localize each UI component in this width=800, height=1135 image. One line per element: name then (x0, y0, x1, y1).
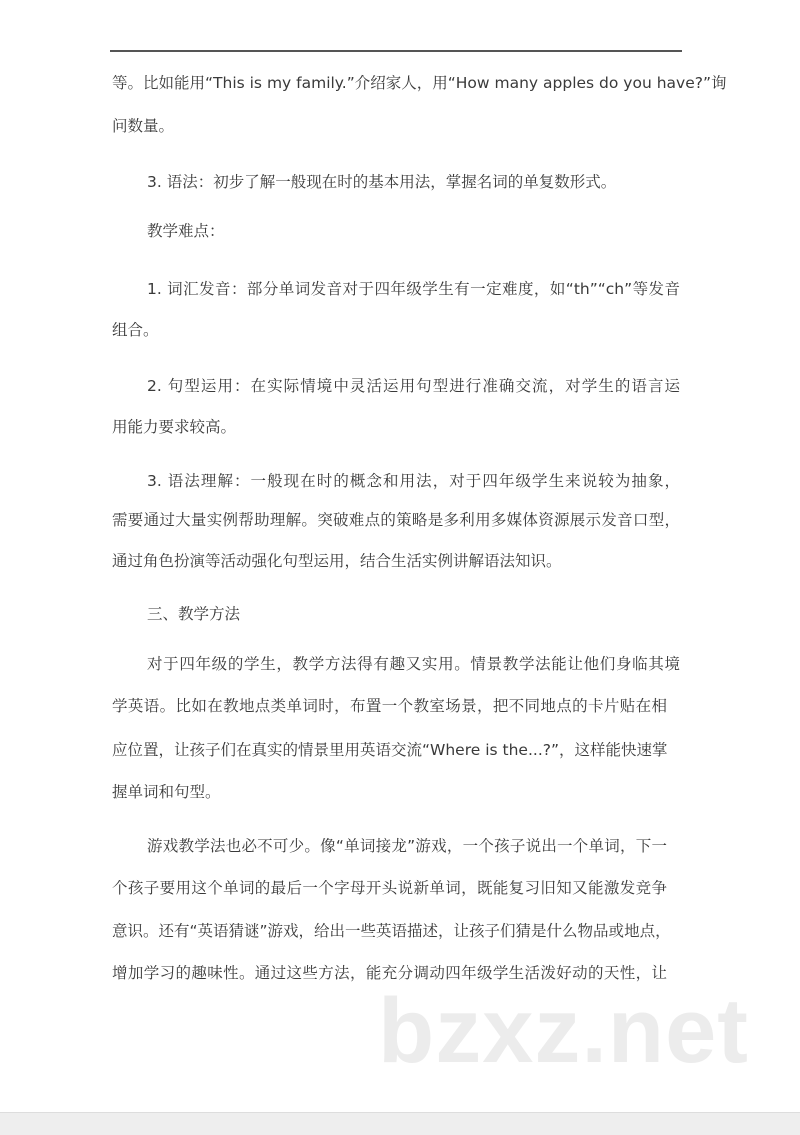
section-heading-methods: 三、教学方法 (147, 605, 241, 623)
paragraph-line: 意识。还有“英语猜谜”游戏，给出一些英语描述，让孩子们猜是什么物品或地点， (112, 922, 671, 940)
section-heading-difficulties: 教学难点： (147, 222, 225, 240)
paragraph-line: 学英语。比如在教地点类单词时，布置一个教室场景，把不同地点的卡片贴在相 (112, 697, 667, 715)
header-rule (110, 50, 682, 52)
difficulty-item-3: 3. 语法理解：一般现在时的概念和用法，对于四年级学生来说较为抽象， (147, 472, 680, 490)
paragraph-line: 对于四年级的学生，教学方法得有趣又实用。情景教学法能让他们身临其境 (147, 655, 680, 673)
paragraph-line: 问数量。 (112, 117, 175, 135)
paragraph-line: 组合。 (112, 321, 159, 339)
paragraph-line: 用能力要求较高。 (112, 418, 237, 436)
watermark: bzxz.net (378, 980, 749, 1082)
objective-grammar: 3. 语法：初步了解一般现在时的基本用法，掌握名词的单复数形式。 (147, 173, 617, 191)
paragraph-line: 增加学习的趣味性。通过这些方法，能充分调动四年级学生活泼好动的天性，让 (112, 964, 667, 982)
paragraph-line: 握单词和句型。 (112, 783, 221, 801)
page-bottom-bar (0, 1112, 800, 1135)
paragraph-line: 通过角色扮演等活动强化句型运用，结合生活实例讲解语法知识。 (112, 552, 562, 570)
paragraph-line: 需要通过大量实例帮助理解。突破难点的策略是多利用多媒体资源展示发音口型， (112, 511, 680, 529)
paragraph-line: 游戏教学法也必不可少。像“单词接龙”游戏，一个孩子说出一个单词，下一 (147, 837, 667, 855)
paragraph-line: 个孩子要用这个单词的最后一个字母开头说新单词，既能复习旧知又能激发竞争 (112, 879, 667, 897)
paragraph-line: 等。比如能用“This is my family.”介绍家人，用“How many apples do you have?”询 (112, 74, 727, 92)
difficulty-item-2: 2. 句型运用：在实际情境中灵活运用句型进行准确交流，对学生的语言运 (147, 377, 680, 395)
difficulty-item-1: 1. 词汇发音：部分单词发音对于四年级学生有一定难度，如“th”“ch”等发音 (147, 280, 680, 298)
paragraph-line: 应位置，让孩子们在真实的情景里用英语交流“Where is the...?”，这样能快速掌 (112, 741, 668, 759)
